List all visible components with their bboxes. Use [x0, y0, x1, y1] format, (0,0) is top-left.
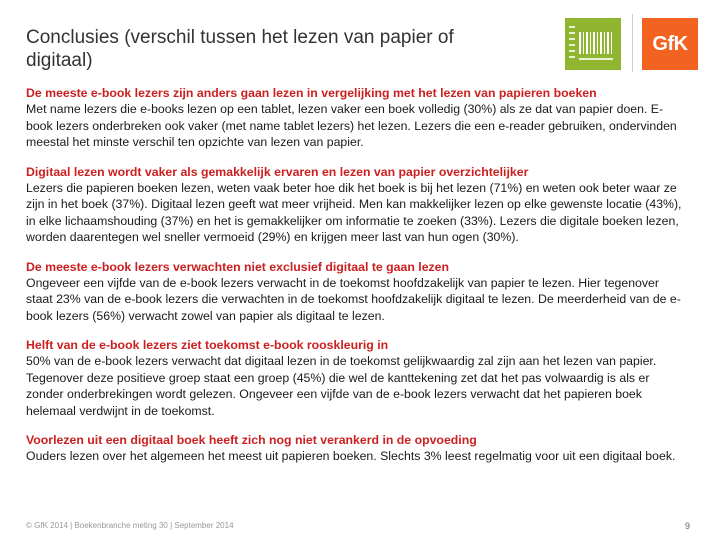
section-text: Lezers die papieren boeken lezen, weten vaak beter hoe dik het boek is bij het lezen (71%) en weten ook beter waar ze zijn in het boek (37%). Digitaal lezen geeft wat meer vrijheid. Men kan makkelijker lezen op elke gewenste locatie (43%), in elke lichaamshouding (37%) en het is gemakkelijker om informatie te zoeken (33%). Lezers die digitale boeken lezen, worden daarentegen wel sneller vermoeid (29%) en krijgen meer last van hun ogen (30%).: [26, 180, 682, 244]
conclusions-content: [26, 85, 686, 478]
gfk-logo: GfK: [642, 18, 698, 70]
logo-caption: [579, 58, 613, 60]
section-3: [26, 259, 686, 325]
section-5: [26, 432, 686, 465]
section-text: Met name lezers die e-books lezen op een tablet, lezen vaker een boek volledig (30%) als ze dat van papier doen. E-book lezers onderbreken ook vaker (met name tablet lezers) het lezen. Lezers die een e-reader gebruiken, ondervinden meestal het minste verschil ten opzichte van lezen van papier.: [26, 102, 677, 149]
section-heading: De meeste e-book lezers zijn anders gaan lezen in vergelijking met het lezen van papieren boeken: [26, 86, 597, 100]
section-heading: Helft van de e-book lezers ziet toekomst e-book rooskleurig in: [26, 338, 389, 352]
section-heading: De meeste e-book lezers verwachten niet exclusief digitaal te gaan lezen: [26, 259, 450, 274]
section-4: [26, 337, 686, 419]
section-2: [26, 164, 686, 246]
section-text: Ouders lezen over het algemeen het meest uit papieren boeken. Slechts 3% leest regelmatig voor uit een digitaal boek.: [26, 449, 676, 463]
logo-vertical-text: [569, 26, 575, 62]
barcode-logo: [565, 18, 621, 70]
barcode-icon: [579, 32, 613, 54]
section-text: 50% van de e-book lezers verwacht dat digitaal lezen in de toekomst gelijkwaardig zal zijn aan het lezen van papier. Tegenover deze positieve groep staat een groep (45%) die wel de kanttekening zet dat het pas volwaardig is als er zonder onderbrekingen wordt gelezen. Ongeveer een vijfde van de e-book lezers verwacht dat het papieren boek helemaal verdwijnt in de toekomst.: [26, 354, 657, 418]
footer-copyright: © GfK 2014 | Boekenbranche meting 30 | September 2014: [26, 521, 234, 530]
section-heading: Digitaal lezen wordt vaker als gemakkelijk ervaren en lezen van papier overzichtelijker: [26, 164, 529, 179]
page-title: Conclusies (verschil tussen het lezen van papier of digitaal): [26, 27, 454, 71]
section-heading: Voorlezen uit een digitaal boek heeft zich nog niet verankerd in de opvoeding: [26, 433, 477, 447]
section-1: [26, 85, 686, 151]
logo-divider: [632, 14, 633, 72]
page-number: 9: [685, 521, 691, 531]
section-text: Ongeveer een vijfde van de e-book lezers verwacht in de toekomst hoofdzakelijk van papier te lezen. Hier tegenover staat 23% van de e-book lezers die verwachten in de toekomst hoofdzakelijk digitaal te lezen. De meerderheid van de e-book lezers (56%) verwacht zowel van papier als digitaal te lezen.: [26, 275, 681, 323]
